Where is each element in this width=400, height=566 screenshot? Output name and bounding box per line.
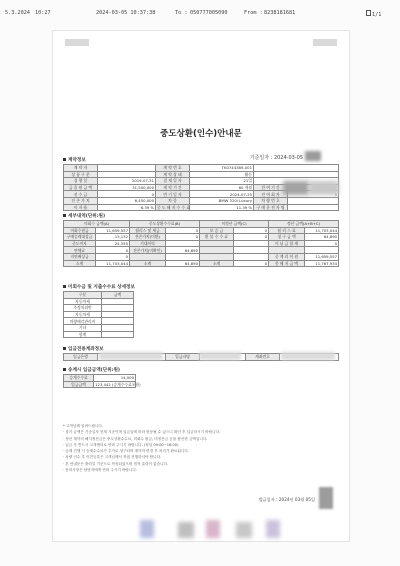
detail-label [269, 247, 305, 254]
table-row [64, 324, 134, 331]
column-header: 금액 [102, 292, 134, 299]
table-row [64, 171, 339, 178]
detail-label: 소계 [200, 260, 234, 267]
detail-label: 지연배상금 [64, 253, 96, 260]
section-etc: 미회수금 및 지출수수료 상세정보 [63, 284, 135, 290]
etc-label: 주정차위반 [64, 305, 102, 312]
notice-text [63, 423, 338, 473]
notice-line: · 본 안내문은 출력일 기준으로 작성되었으며 법적 효력이 없습니다. [63, 461, 169, 466]
detail-value: 11,703,044 [305, 227, 339, 234]
issue-date: 기준일자 : 2024-03-05 [249, 155, 303, 161]
etc-value [102, 318, 134, 325]
table-row [64, 234, 339, 241]
redacted-vehicle-number [283, 181, 309, 195]
field-value: 2019-07-31 [98, 178, 156, 185]
detail-value: 0 [305, 240, 339, 247]
page-icon [366, 10, 371, 16]
field-value [98, 165, 156, 172]
detail-label [130, 253, 166, 260]
account-number-label: 계좌번호 [246, 354, 280, 361]
field-label: 잔 존 가 치 [64, 197, 98, 204]
fax-page-count: 1/1 [366, 10, 381, 18]
etc-label: 자동차세 [64, 298, 102, 305]
field-label: 상 품 구 분 [64, 171, 98, 178]
company-stamp [319, 487, 333, 509]
field-label [254, 165, 339, 172]
redacted-mark [305, 151, 321, 161]
company-logo-right [313, 39, 337, 46]
detail-value: 11,703,044 [96, 260, 130, 267]
field-value [288, 197, 339, 204]
section-contract: 계약정보 [63, 157, 86, 163]
column-header: 미회수 금액(A) [64, 221, 130, 228]
table-row [64, 197, 339, 204]
detail-label: 연체료 [64, 247, 96, 254]
section-detail: 세부내역(단위:원) [63, 213, 105, 219]
detail-value: 0 [234, 227, 269, 234]
detail-label: 환 불 수 수 료 [200, 234, 234, 241]
field-label: 잔 여 기 간 [254, 184, 288, 191]
fax-from-number: 8238181681 [264, 10, 296, 16]
field-label: 구 매 운 전 자 명 [254, 204, 288, 211]
field-label: 잔 여 회 차 [254, 191, 288, 198]
notice-line: · 상기 금액은 기준일자 현재 기준이며 입금일에 따라 변동될 수 있으니 확인 후 입금하시기 바랍니다. [63, 430, 221, 435]
paysum-label: 입금금액 [64, 381, 94, 388]
table-row [64, 253, 339, 260]
table-row [64, 240, 339, 247]
detail-label [200, 240, 234, 247]
field-label: 금 융 원 금 액 [64, 184, 98, 191]
section-account: 입금전용계좌정보 [63, 346, 104, 352]
notice-line: · 승계 진행 시 승계수수료가 추가로 청구되며 계약자 변경 후 처리가 완료됩니다. [63, 449, 189, 454]
field-value: BMW 320i Luxury [190, 197, 254, 204]
field-label: 이 자 율 [64, 204, 98, 211]
field-value: TK0744389-001 [190, 165, 254, 172]
detail-label: 월 리 스 료 [269, 227, 305, 234]
paysum-value: 14,500 [94, 375, 136, 382]
notice-line: · 정산 계약의 해지정산금은 중도상환수수료, 미회수 원금, 미정산금 등을 합산한 금액입니다. [63, 436, 208, 441]
fax-from-label: From : [244, 10, 263, 16]
detail-label: 잔존가치(미확인) [130, 247, 166, 254]
detail-label: 소계 [130, 260, 166, 267]
field-value [288, 204, 339, 211]
detail-label: 미회수원금 [64, 227, 96, 234]
detail-value: 64,890 [166, 247, 200, 254]
detail-value: 0 [234, 260, 269, 267]
table-row [64, 318, 134, 325]
field-value: 21일 [190, 178, 254, 185]
fax-time: 10:27 [35, 10, 51, 16]
redacted-block [140, 520, 154, 538]
field-value: 활동 [190, 171, 254, 178]
column-header: 구분 [64, 292, 102, 299]
table-row [64, 311, 134, 318]
field-label: 차 종 [156, 197, 190, 204]
redacted-block [266, 520, 280, 538]
fax-header [0, 4, 400, 18]
detail-label: 보 증 금 [200, 227, 234, 234]
detail-value: 64,890 [166, 260, 200, 267]
notice-line: · 차량 인수 후 이전등록은 고객님께서 직접 진행하셔야 합니다. [63, 455, 162, 460]
field-label: 결 제 일 자 [156, 178, 190, 185]
detail-value: 24,355 [96, 240, 130, 247]
table-row [64, 298, 134, 305]
detail-label: 중도이자 [64, 240, 96, 247]
field-label: 계 약 상 태 [156, 171, 190, 178]
redacted-bank [99, 352, 163, 360]
detail-value: 64,890 [305, 234, 339, 241]
detail-value: 11,767,934 [305, 260, 339, 267]
table-row [64, 381, 136, 388]
etc-value [102, 298, 134, 305]
field-label: 집 행 일 [64, 178, 98, 185]
notice-line: · 입금 후 반드시 고객센터로 연락 주시기 바랍니다. (평일 09:00~18:00) [63, 442, 179, 447]
detail-value: 0 [96, 247, 130, 254]
notice-line: · 문의사항은 담당자에게 연락 주시기 바랍니다. [63, 468, 137, 473]
detail-label: 기대이익 [130, 240, 166, 247]
table-row [64, 260, 339, 267]
table-row [64, 375, 136, 382]
detail-label: 총 해 지 금 액 [269, 260, 305, 267]
fax-to-label: To : [175, 10, 188, 16]
detail-label [200, 247, 234, 254]
column-header: 미정산 금액(C) [200, 221, 269, 228]
redacted-driver [309, 181, 339, 195]
fax-to-number: 050777005090 [190, 10, 228, 16]
field-value: 2024-07-25 [190, 191, 254, 198]
column-header: 중도상환수수료(B) [130, 221, 200, 228]
document-title: 중도상환(인수)안내문 [160, 129, 242, 139]
column-header: 정산 금액(A+B+C) [269, 221, 339, 228]
detail-value: 11,659,557 [96, 227, 130, 234]
etc-table [63, 291, 134, 338]
field-value: 6.39 % [98, 204, 156, 211]
field-label: 계 약 번 호 [156, 165, 190, 172]
field-value: 31,500,000 [98, 184, 156, 191]
table-row [64, 227, 339, 234]
table-row [64, 247, 339, 254]
field-value: 0 [98, 191, 156, 198]
etc-value [102, 311, 134, 318]
detail-label: 구매승계대상금 [64, 234, 96, 241]
etc-label: 자동차세 [64, 311, 102, 318]
detail-table [63, 220, 339, 267]
document-sheet [52, 30, 350, 542]
detail-label: 중 계 리 이 원 [269, 253, 305, 260]
detail-label: 소계 [64, 260, 96, 267]
redacted-block [178, 522, 194, 538]
paysum-value: 123,442 (승계수수료포함) [95, 381, 141, 387]
detail-value [166, 240, 200, 247]
table-row [64, 331, 134, 338]
bank-label: 입금은행 [64, 354, 98, 361]
field-label [254, 171, 339, 178]
field-label: 선 수 금 [64, 191, 98, 198]
depositor-label: 입금자명 [166, 354, 200, 361]
field-label: 차 량 번 호 [254, 197, 288, 204]
table-row [64, 204, 339, 211]
table-row [64, 305, 134, 312]
table-header-row [64, 221, 339, 228]
detail-value: 13,132 [96, 234, 130, 241]
section-paysum: 송계시 입금금액(단위:원) [63, 367, 120, 373]
detail-value [234, 253, 269, 260]
field-label: 계 약 자 [64, 165, 98, 172]
etc-label: 기타 [64, 324, 102, 331]
etc-label: 합계 [64, 331, 102, 338]
fax-date: 5.3.2024 [5, 10, 30, 16]
etc-value [102, 305, 134, 312]
field-label: 중 도 해 지 수 수 료 [157, 204, 190, 210]
detail-value: 0 [234, 234, 269, 241]
field-value: 6,450,000 [98, 197, 156, 204]
paysum-table [63, 374, 141, 388]
detail-value: 0 [96, 253, 130, 260]
detail-label [200, 253, 234, 260]
detail-value [234, 240, 269, 247]
etc-label: 차량매각관리비 [64, 318, 102, 325]
detail-value: 11,659,557 [305, 253, 339, 260]
field-label: 계 약 기 간 [156, 184, 190, 191]
footer-issue-date: 발급일자 : 2024년 03월 05일 [258, 497, 315, 502]
field-value: 11.39 % [190, 204, 254, 211]
etc-value [102, 324, 134, 331]
field-value [98, 171, 156, 178]
table-row [64, 165, 339, 172]
redacted-account [281, 352, 335, 360]
notice-line: * 고객님께 알려드립니다. [63, 424, 103, 428]
table-header-row [64, 292, 134, 299]
redacted-depositor [199, 352, 241, 360]
detail-label: 잔존가치(미환) [130, 234, 166, 241]
detail-label: 청 구 금 액 [269, 234, 305, 241]
detail-label: 미 납 금 합 계 [269, 240, 305, 247]
redacted-block [236, 522, 252, 538]
fax-sent-time: 2024-03-05 10:37:38 [96, 10, 156, 16]
field-value: 60 개월 [190, 184, 254, 191]
field-label: 만 기 일 자 [156, 191, 190, 198]
detail-value [234, 247, 269, 254]
detail-value [166, 253, 200, 260]
etc-value [102, 331, 134, 338]
detail-value: 0 [166, 234, 200, 241]
detail-label: 월리스 및 세금 [130, 227, 166, 234]
redacted-block [206, 520, 220, 538]
paysum-label: 승계수수료 [64, 375, 94, 382]
detail-value [305, 247, 339, 254]
detail-value: 0 [166, 227, 200, 234]
company-logo-left [65, 39, 89, 46]
